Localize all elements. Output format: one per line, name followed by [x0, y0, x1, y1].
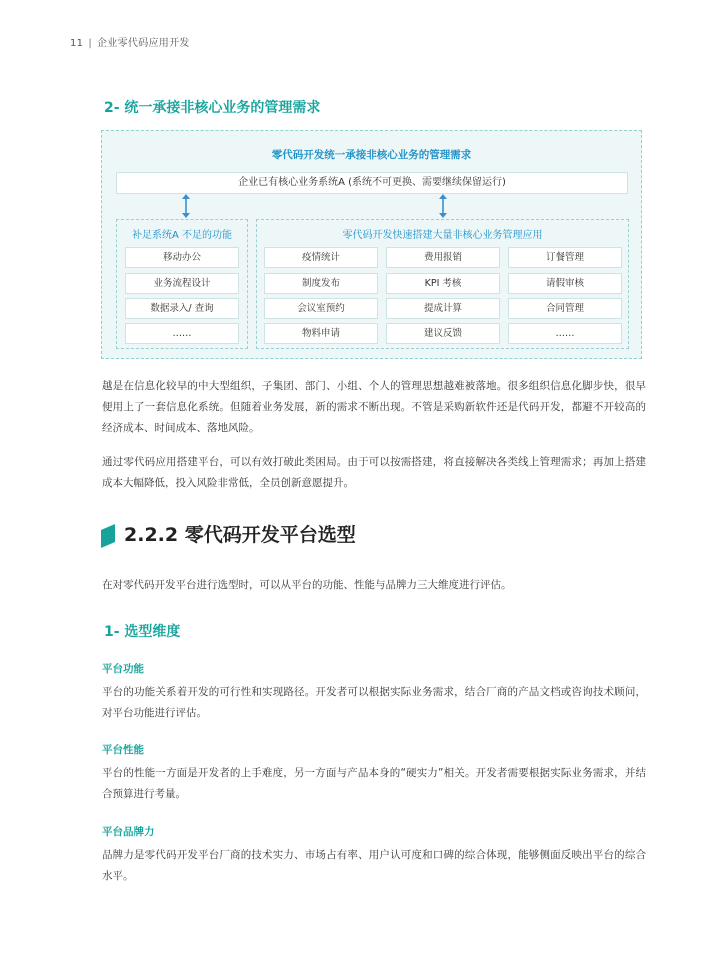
- app-cell: 会议室预约: [264, 298, 378, 319]
- function-title: 平台功能: [102, 663, 144, 675]
- paragraph-1: 越是在信息化较早的中大型组织，子集团、部门、小组、个人的管理思想越难被落地。很多组织信息化脚步快，很早便用上了一套信息化系统。但随着业务发展，新的需求不断出现。不管是采购新软件还是代码开发，都避不开较高的经济成本、时间成本、落地风险。: [102, 380, 646, 434]
- dimension-heading: 1- 选型维度: [104, 624, 181, 640]
- page-header: 11 | 企业零代码应用开发: [70, 38, 190, 49]
- bidirectional-arrow-icon: [185, 196, 187, 216]
- section-heading: 2- 统一承接非核心业务的管理需求: [104, 100, 321, 116]
- app-cell: 订餐管理: [508, 247, 622, 268]
- brand-title: 平台品牌力: [102, 826, 155, 838]
- app-cell: KPI 考核: [386, 273, 500, 294]
- header-title: 企业零代码应用开发: [97, 38, 190, 49]
- app-cell: 疫情统计: [264, 247, 378, 268]
- page-number: 11: [70, 38, 84, 49]
- chapter-heading: 2.2.2 零代码开发平台选型: [124, 524, 356, 546]
- core-system-box: 企业已有核心业务系统A (系统不可更换、需要继续保留运行): [116, 172, 628, 194]
- app-cell: 制度发布: [264, 273, 378, 294]
- heading-marker-icon: [101, 524, 115, 548]
- app-cell: 物料申请: [264, 323, 378, 344]
- right-panel: [256, 219, 629, 349]
- performance-text: 平台的性能一方面是开发者的上手难度，另一方面与产品本身的“硬实力”相关。开发者需要根据实际业务需求，并结合预算进行考量。: [102, 767, 646, 800]
- function-cell: 移动办公: [125, 247, 239, 268]
- diagram-title: 零代码开发统一承接非核心业务的管理需求: [271, 149, 472, 161]
- app-cell: 建议反馈: [386, 323, 500, 344]
- app-cell: ……: [508, 323, 622, 344]
- function-text: 平台的功能关系着开发的可行性和实现路径。开发者可以根据实际业务需求，结合厂商的产品文档或咨询技术顾问，对平台功能进行评估。: [102, 686, 646, 719]
- left-panel: [116, 219, 248, 349]
- function-cell: 业务流程设计: [125, 273, 239, 294]
- bidirectional-arrow-icon: [442, 196, 444, 216]
- function-cell: 数据录入/ 查询: [125, 298, 239, 319]
- business-diagram: [101, 130, 642, 359]
- function-cell: ……: [125, 323, 239, 344]
- paragraph-2: 通过零代码应用搭建平台，可以有效打破此类困局。由于可以按需搭建，将直接解决各类线上管理需求；再加上搭建成本大幅降低，投入风险非常低，全员创新意愿提升。: [102, 456, 646, 489]
- brand-text: 品牌力是零代码开发平台厂商的技术实力、市场占有率、用户认可度和口碑的综合体现，能够侧面反映出平台的综合水平。: [102, 849, 646, 882]
- app-cell: 提成计算: [386, 298, 500, 319]
- performance-title: 平台性能: [102, 744, 144, 756]
- paragraph-3: 在对零代码开发平台进行选型时，可以从平台的功能、性能与品牌力三大维度进行评估。: [102, 579, 512, 591]
- left-panel-title: 补足系统A 不足的功能: [131, 230, 233, 241]
- right-panel-title: 零代码开发快速搭建大量非核心业务管理应用: [342, 230, 543, 241]
- app-cell: 请假审核: [508, 273, 622, 294]
- app-cell: 合同管理: [508, 298, 622, 319]
- app-cell: 费用报销: [386, 247, 500, 268]
